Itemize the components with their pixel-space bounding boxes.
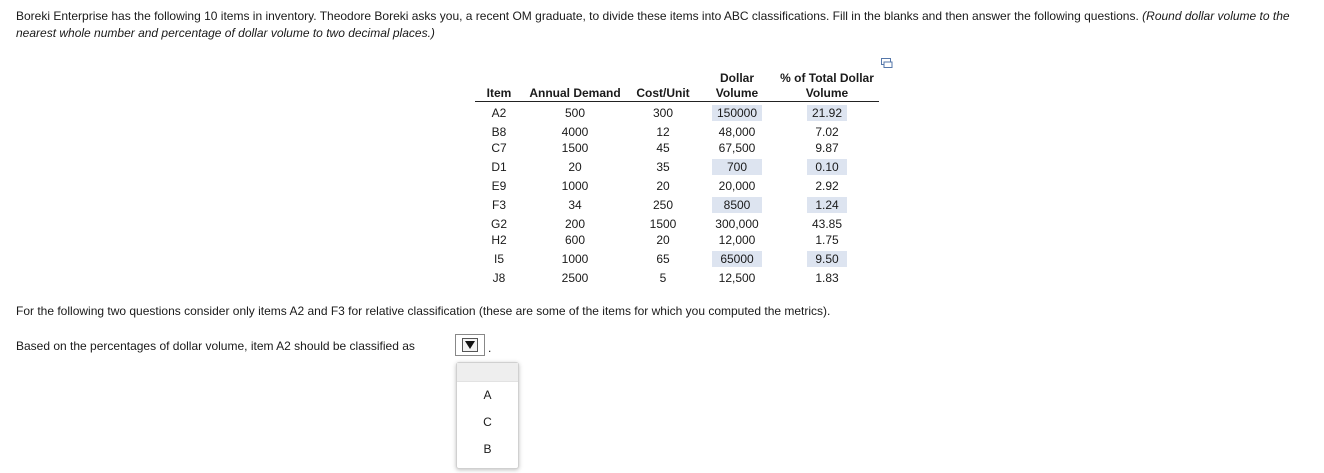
cell-dollar: 67,500 bbox=[718, 141, 756, 155]
cell-item: F3 bbox=[491, 198, 506, 212]
sentence-period: . bbox=[488, 341, 492, 355]
cell-item: C7 bbox=[491, 141, 507, 155]
header-pct-line1: % of Total Dollar bbox=[780, 71, 874, 85]
dropdown-option-b[interactable]: B bbox=[483, 442, 492, 456]
classification-select[interactable] bbox=[455, 334, 485, 356]
cell-pct: 43.85 bbox=[811, 217, 843, 231]
dropdown-option-c[interactable]: C bbox=[483, 415, 492, 429]
cell-item: A2 bbox=[491, 106, 507, 120]
table-row bbox=[475, 267, 879, 286]
cell-item: G2 bbox=[490, 217, 507, 231]
header-cost-unit: Cost/Unit bbox=[627, 71, 699, 102]
classification-question: Based on the percentages of dollar volume, item A2 should be classified as bbox=[16, 339, 415, 353]
cell-cost: 5 bbox=[659, 271, 667, 285]
cell-dollar: 300,000 bbox=[715, 217, 759, 231]
dropdown-arrow-icon[interactable] bbox=[462, 338, 478, 352]
cell-item: D1 bbox=[491, 160, 507, 174]
header-pct-line2: Volume bbox=[805, 86, 849, 100]
table-row bbox=[475, 140, 879, 156]
cell-pct: 9.87 bbox=[815, 141, 839, 155]
cell-demand: 500 bbox=[564, 106, 586, 120]
classification-dropdown-menu bbox=[456, 362, 519, 469]
cell-demand: 20 bbox=[568, 160, 582, 174]
table-row bbox=[475, 102, 879, 122]
pct-input[interactable]: 9.50 bbox=[807, 251, 847, 267]
cell-cost: 20 bbox=[656, 179, 670, 193]
table-row bbox=[475, 213, 879, 232]
cell-demand: 4000 bbox=[561, 125, 589, 139]
table-row bbox=[475, 175, 879, 194]
cell-pct: 2.92 bbox=[815, 179, 839, 193]
cell-demand: 1500 bbox=[561, 141, 589, 155]
cell-cost: 20 bbox=[656, 233, 670, 247]
problem-statement bbox=[16, 8, 1316, 42]
header-annual-demand: Annual Demand bbox=[523, 71, 627, 102]
cell-pct: 7.02 bbox=[815, 125, 839, 139]
inventory-table bbox=[475, 71, 879, 286]
header-dollar-volume-line2: Volume bbox=[715, 86, 759, 100]
cell-demand: 1000 bbox=[561, 179, 589, 193]
dropdown-option-a[interactable]: A bbox=[483, 388, 492, 402]
copy-to-clipboard-icon[interactable] bbox=[881, 57, 893, 67]
cell-item: B8 bbox=[491, 125, 507, 139]
table-row bbox=[475, 248, 879, 267]
header-dollar-volume bbox=[699, 71, 775, 102]
cell-cost: 35 bbox=[656, 160, 670, 174]
cell-item: J8 bbox=[492, 271, 506, 285]
question-context: For the following two questions consider only items A2 and F3 for relative classification (these are some of the items for which you computed the metrics). bbox=[16, 304, 831, 318]
pct-input[interactable]: 21.92 bbox=[807, 105, 847, 121]
cell-dollar: 20,000 bbox=[718, 179, 756, 193]
cell-demand: 600 bbox=[564, 233, 586, 247]
dollar-volume-input[interactable]: 65000 bbox=[712, 251, 762, 267]
problem-text: Boreki Enterprise has the following 10 items in inventory. Theodore Boreki asks you, a recent OM graduate, to divide these items into ABC classifications. Fill in the blanks and then answer the following questions. bbox=[16, 9, 1139, 23]
cell-cost: 250 bbox=[652, 198, 674, 212]
cell-cost: 12 bbox=[656, 125, 670, 139]
cell-demand: 200 bbox=[564, 217, 586, 231]
dropdown-option-blank[interactable] bbox=[457, 363, 518, 382]
cell-cost: 65 bbox=[656, 252, 670, 266]
cell-item: I5 bbox=[493, 252, 504, 266]
dollar-volume-input[interactable]: 700 bbox=[712, 159, 762, 175]
pct-input[interactable]: 1.24 bbox=[807, 197, 847, 213]
cell-item: E9 bbox=[491, 179, 507, 193]
table-row bbox=[475, 232, 879, 248]
cell-dollar: 12,000 bbox=[718, 233, 756, 247]
rounding-instruction: (Round dollar volume to the nearest whole number and percentage of dollar volume to two decimal places.) bbox=[16, 9, 1290, 40]
pct-input[interactable]: 0.10 bbox=[807, 159, 847, 175]
header-pct-dollar-volume bbox=[775, 71, 879, 102]
cell-dollar: 48,000 bbox=[718, 125, 756, 139]
table-row bbox=[475, 121, 879, 140]
table-row bbox=[475, 156, 879, 175]
cell-demand: 2500 bbox=[561, 271, 589, 285]
cell-demand: 34 bbox=[568, 198, 582, 212]
header-item: Item bbox=[475, 71, 523, 102]
cell-cost: 1500 bbox=[649, 217, 677, 231]
cell-dollar: 12,500 bbox=[718, 271, 756, 285]
cell-cost: 45 bbox=[656, 141, 670, 155]
cell-pct: 1.83 bbox=[815, 271, 839, 285]
cell-pct: 1.75 bbox=[815, 233, 839, 247]
cell-cost: 300 bbox=[652, 106, 674, 120]
dollar-volume-input[interactable]: 150000 bbox=[712, 105, 762, 121]
dollar-volume-input[interactable]: 8500 bbox=[712, 197, 762, 213]
cell-item: H2 bbox=[491, 233, 507, 247]
table-row bbox=[475, 194, 879, 213]
cell-demand: 1000 bbox=[561, 252, 589, 266]
header-dollar-volume-line1: Dollar bbox=[719, 71, 754, 85]
